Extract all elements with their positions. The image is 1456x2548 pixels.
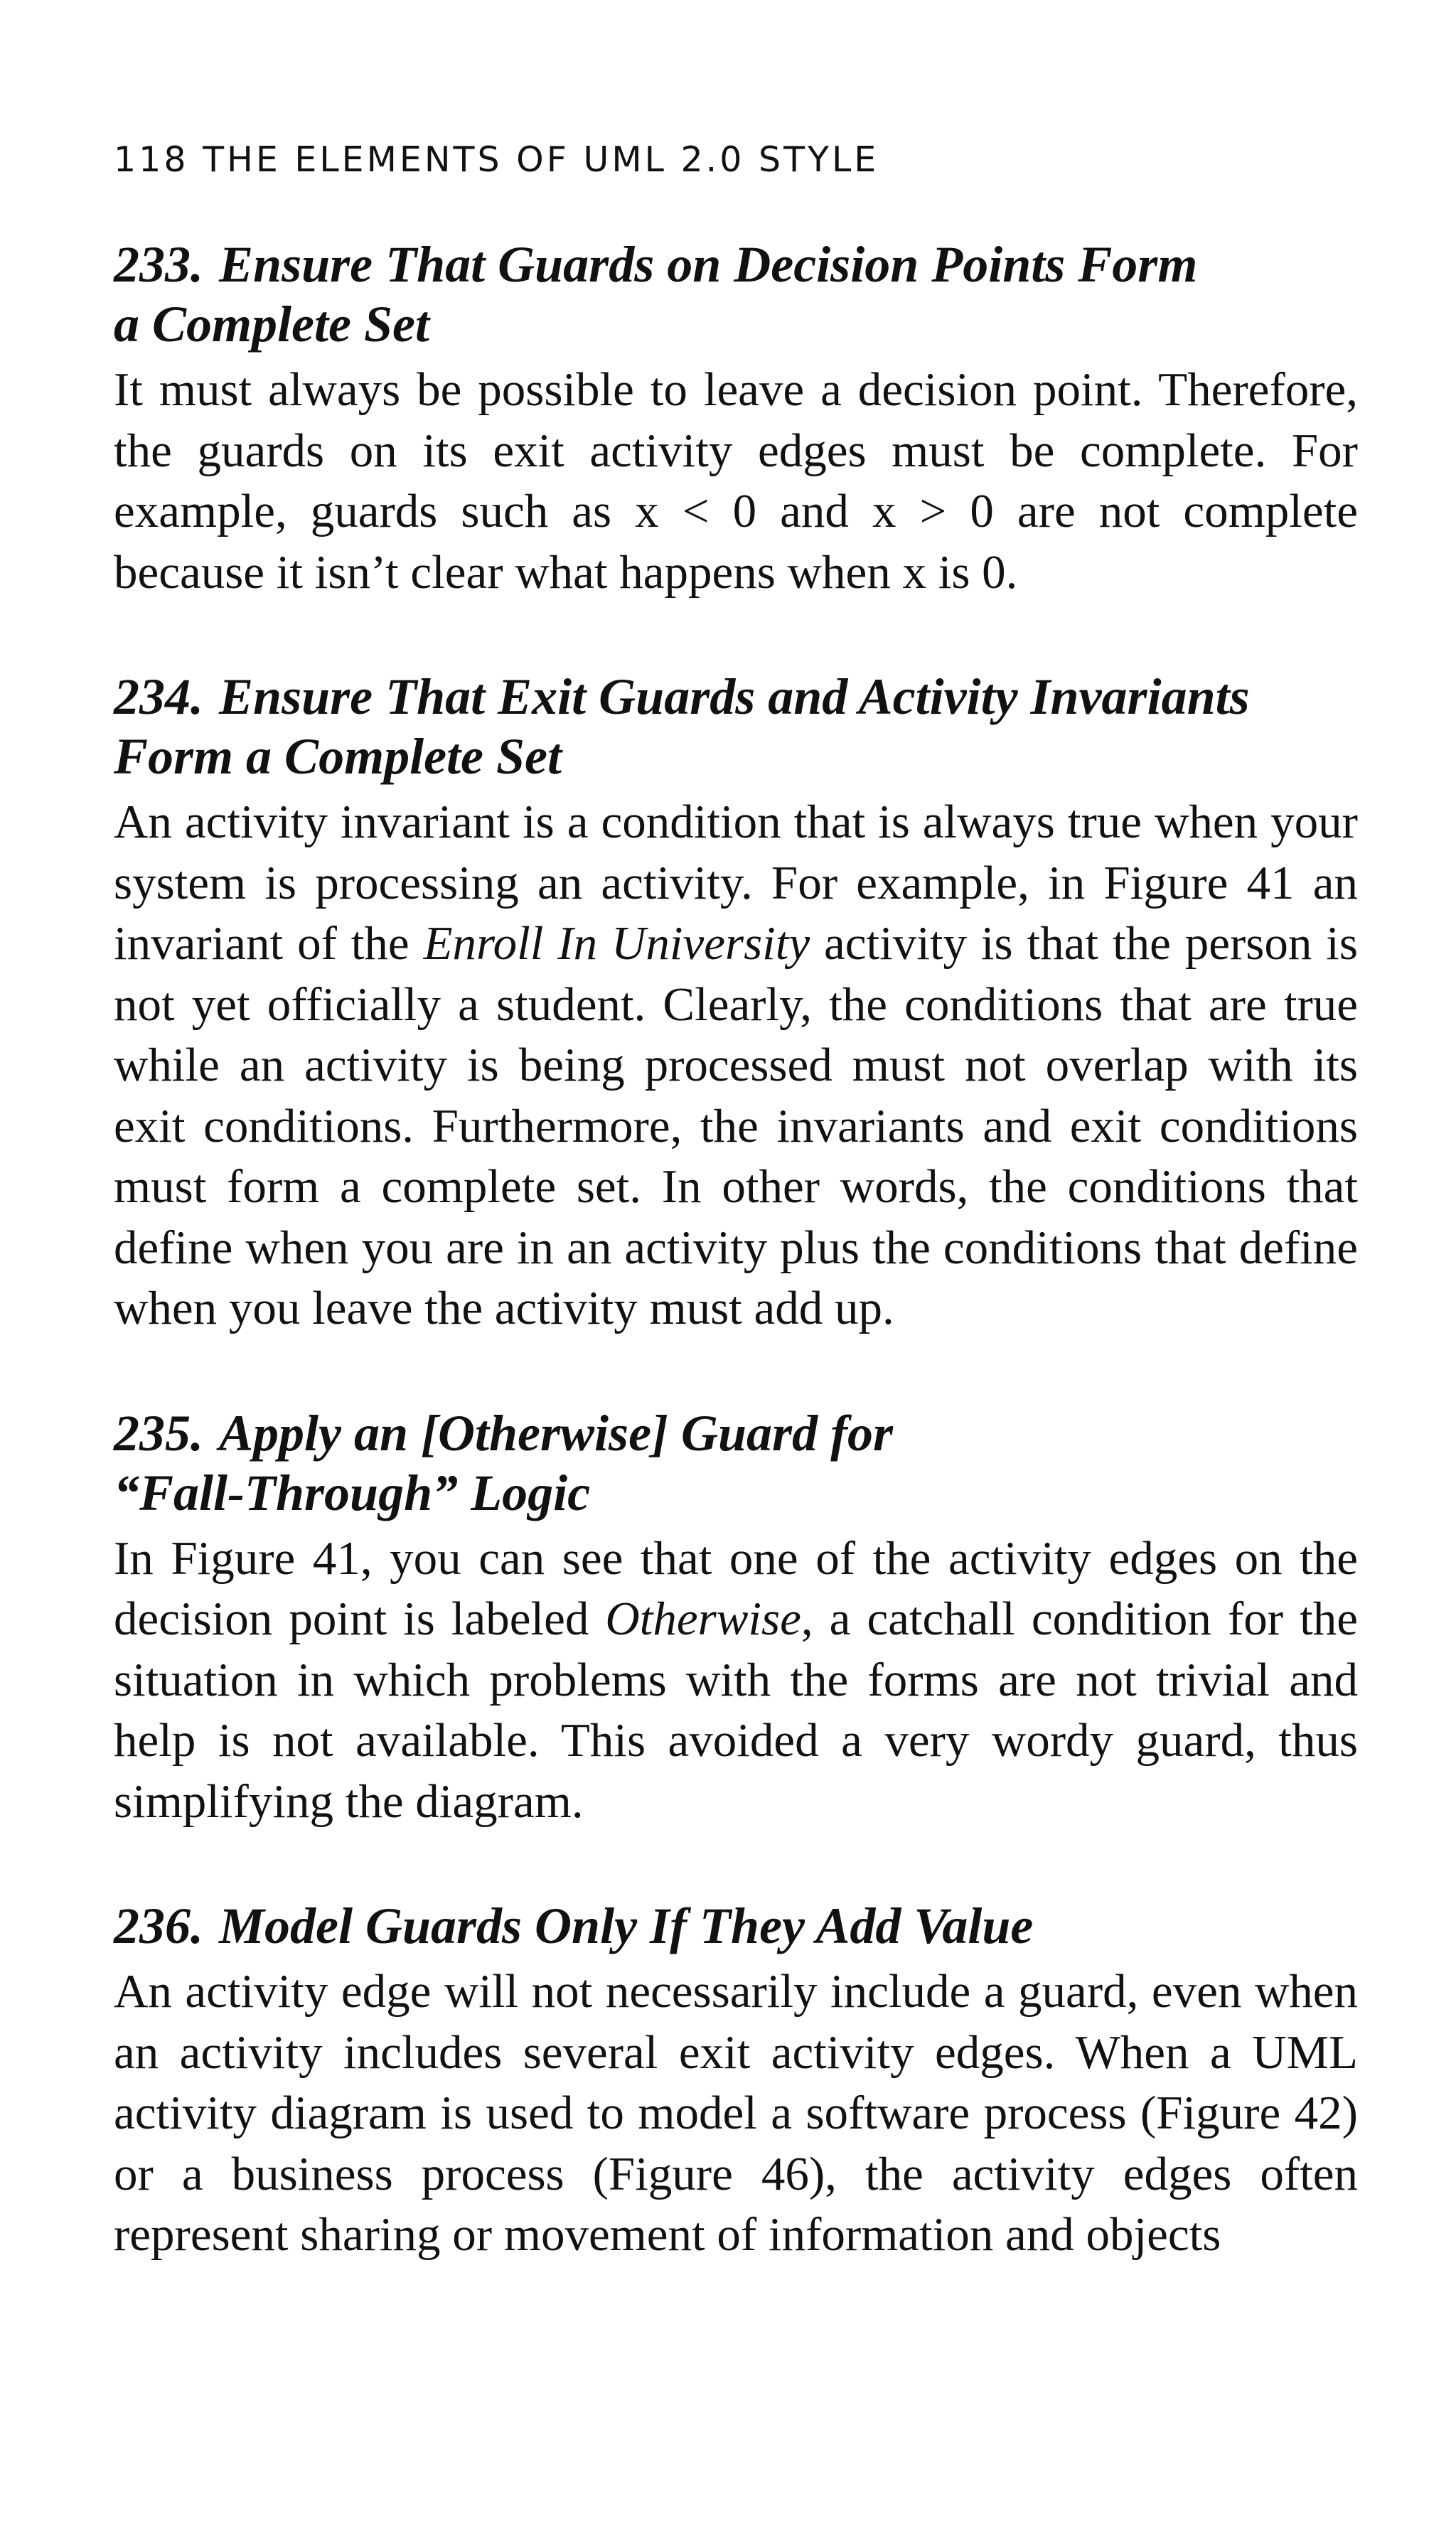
section-heading: [114, 1896, 1358, 1956]
section-233: [114, 235, 1358, 603]
body-text-part: In Figure 41, you can see that one of the activity edges on the decision point is labeled: [114, 1531, 1358, 1645]
section-title-line1: Ensure That Exit Guards and Activity Invariants: [219, 668, 1250, 725]
section-title-line1: Apply an [Otherwise] Guard for: [219, 1404, 894, 1462]
guard-label-emphasis: Otherwise: [605, 1592, 801, 1645]
section-236: [114, 1896, 1358, 2266]
body-text-part: , a catchall condition for the situation in which problems with the forms are not trivial and help is not available. This avoided a very wordy guard, thus simplifying the diagram.: [114, 1592, 1359, 1828]
section-234: [114, 667, 1358, 1339]
section-heading: [114, 667, 1358, 786]
section-title-line2: Form a Complete Set: [114, 728, 562, 785]
section-235: [114, 1403, 1358, 1833]
book-page: [114, 139, 1358, 2330]
body-text-part: An activity invariant is a condition that is always true when your system is processing an activity. For example, in Figure 41 an invariant of the: [114, 796, 1358, 970]
running-head: 118 THE ELEMENTS OF UML 2.0 STYLE: [114, 139, 879, 180]
section-title-line1: Model Guards Only If They Add Value: [219, 1897, 1034, 1954]
section-heading: [114, 235, 1358, 354]
section-number: 234.: [114, 668, 203, 725]
section-heading: [114, 1403, 1358, 1523]
section-body: [114, 792, 1358, 1339]
section-body: An activity edge will not necessarily include a guard, even when an activity includes several exit activity edges. When a UML activity diagram is used to model a software process (Figure 42) or a business process (Figure 46), the activity edges often represent sharing or movement of information and objects: [114, 1965, 1358, 2261]
section-number: 235.: [114, 1404, 203, 1462]
section-title-line2: a Complete Set: [114, 296, 429, 353]
body-text-part: activity is that the person is not yet officially a student. Clearly, the conditions that are true while an activity is being processed must not overlap with its exit conditions. Furthermore, the invariants and exit conditions must form a complete set. In other words, the conditions that define when you are in an activity plus the conditions that define when you leave the activity must add up.: [114, 917, 1358, 1334]
section-number: 233.: [114, 236, 203, 293]
section-number: 236.: [114, 1897, 203, 1954]
section-body: [114, 1529, 1358, 1833]
activity-name-emphasis: Enroll In University: [423, 917, 810, 970]
section-body: It must always be possible to leave a decision point. Therefore, the guards on its exit activity edges must be complete. For example, guards such as x < 0 and x > 0 are not complete because it isn’t clear what happens when x is 0.: [114, 363, 1358, 599]
section-title-line2: “Fall-Through” Logic: [114, 1464, 591, 1521]
section-title-line1: Ensure That Guards on Decision Points Form: [219, 236, 1198, 293]
